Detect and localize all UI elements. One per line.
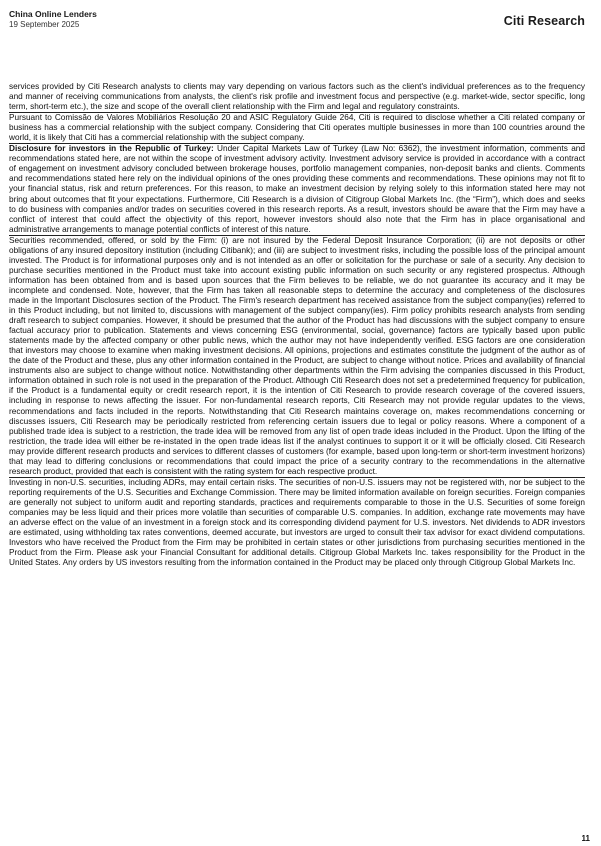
disclosure-paragraph-securities (9, 236, 585, 478)
brand-logo-text: Citi Research (503, 14, 585, 28)
paragraph-text: Investing in non-U.S. securities, including ADRs, may entail certain risks. The securities of non-U.S. issuers may not be registered with, nor be subject to the reporting requirements of the U.S. Securities and Exchange Commission. There may be limited information available on foreign securities. Foreign companies are generally not subject to uniform audit and reporting standards, practices and requirements comparable to those in the U.S. Securities of some foreign companies may be less liquid and their prices more volatile than securities of comparable U.S. companies. In addition, exchange rate movements may have an adverse effect on the value of an investment in a foreign stock and its corresponding dividend payment for U.S. investors. Net dividends to ADR investors are estimated, using withholding tax rates conventions, deemed accurate, but investors are urged to consult their tax advisor for exact dividend computations. Investors who have received the Product from the Firm may be prohibited in certain states or other jurisdictions from purchasing securities mentioned in the Product from the Firm. Please ask your Financial Consultant for additional details. Citigroup Global Markets Inc. takes responsibility for the Product in the United States. Any orders by US investors resulting from the information contained in the Product may be placed only through Citigroup Global Markets Inc. (9, 477, 585, 568)
disclosure-paragraph-client-services (9, 82, 585, 113)
report-date: 19 September 2025 (9, 20, 80, 29)
disclosure-paragraph-commercial-relationship (9, 113, 585, 144)
paragraph-text: services provided by Citi Research analysts to clients may vary depending on various factors such as the client's individual preferences as to the frequency and manner of receiving communications from analysts, the client's risk profile and investment focus and perspective (e.g. market-wide, sector specific, long term, short-term etc.), the size and scope of the overall client relationship with the Firm and legal and regulatory constraints. (9, 82, 585, 112)
paragraph-text: Under Capital Markets Law of Turkey (Law No: 6362), the investment information, comments and recommendations stated here, are not within the scope of investment advisory activity. Investment advisory service is provided in accordance with a contract of engagement on investment advisory concluded between brokerage houses, portfolio management companies, non-deposit banks and clients. Comments and recommendations stated here rely on the individual opinions of the ones providing these comments and recommendations. These opinions may not fit to your financial status, risk and return preferences. For this reason, to make an investment decision by relying solely to this information stated here may not bring about outcomes that fit your expectations. Furthermore, Citi Research is a division of Citigroup Global Markets Inc. (the “Firm”), which does and seeks to do business with companies and/or trades on securities covered in this research reports. As a result, investors should be aware that the Firm may have a conflict of interest that could affect the objectivity of this report, however investors should also note that the Firm has in place organisational and administrative arrangements to manage potential conflicts of interest of this nature. (9, 144, 585, 234)
paragraph-text: Securities recommended, offered, or sold by the Firm: (i) are not insured by the Federal Deposit Insurance Corporation; (ii) are not deposits or other obligations of any insured depository institution (including Citibank); and (iii) are subject to investment risks, including the possible loss of the principal amount invested. The Product is for informational purposes only and is not intended as an offer or solicitation for the purchase or sale of a security. Any decision to purchase securities mentioned in the Product must take into account existing public information on such security or any registered prospectus. Although information has been obtained from and is based upon sources that the Firm believes to be reliable, we do not guarantee its accuracy and it may be incomplete and condensed. Note, however, that the Firm has taken all reasonable steps to determine the accuracy and completeness of the disclosures made in the Important Disclosures section of the Product. The Firm's research department has received assistance from the subject company(ies) referred to in this Product including, but not limited to, discussions with management of the subject company(ies). Firm policy prohibits research analysts from sending draft research to subject companies. However, it should be presumed that the author of the Product has had discussions with the subject company to ensure factual accuracy prior to publication. Statements and views concerning ESG (environmental, social, governance) factors are typically based upon public statements made by the affected company or other public news, which the author may not have independently verified. ESG factors are one consideration that investors may choose to examine when making investment decisions. All opinions, projections and estimates constitute the judgment of the author as of the date of the Product and these, plus any other information contained in the Product, are subject to change without notice. Prices and availability of financial instruments also are subject to change without notice. Notwithstanding other departments within the Firm advising the companies discussed in this Product, information obtained in such role is not used in the preparation of the Product. Although Citi Research does not set a predetermined frequency for publication, if the Product is a fundamental equity or credit research report, it is the intention of Citi Research to provide research coverage of the covered issuers, including in response to news affecting the issuer. For non-fundamental research reports, Citi Research may not provide regular updates to the views, recommendations and facts included in the reports. Notwithstanding that Citi Research maintains coverage on, makes recommendations concerning or discusses issuers, Citi Research may be periodically restricted from referencing certain issuers due to legal or policy reasons. Where a component of a published trade idea is subject to a restriction, the trade idea will be removed from any list of open trade ideas included in the Product. Upon the lifting of the restriction, the trade idea will either be re-instated in the open trade ideas list if the analyst continues to support it or it will be officially closed. Citi Research may provide different research products and services to different classes of customers (for example, based upon long-term or short-term investment horizons) that may lead to differing conclusions or recommendations that could impact the price of a security contrary to the recommendations in the alternative research product, provided that each is consistent with the rating system for each respective product. (9, 235, 585, 476)
disclosure-body (9, 82, 585, 568)
disclosure-paragraph-non-us-securities (9, 478, 585, 568)
paragraph-lead: Disclosure for investors in the Republic of Turkey: (9, 144, 214, 154)
page-number: 11 (581, 834, 590, 843)
paragraph-text: Pursuant to Comissão de Valores Mobiliários Resolução 20 and ASIC Regulatory Guide 264, Citi is required to disclose whether a Citi related company or business has a commercial relationship with the subject company. Considering that Citi operates multiple businesses in more than 100 countries around the world, it is likely that Citi has a commercial relationship with the subject company. (9, 113, 585, 143)
page-header (0, 0, 601, 40)
report-title: China Online Lenders (9, 9, 97, 19)
disclosure-paragraph-turkey (9, 144, 585, 235)
